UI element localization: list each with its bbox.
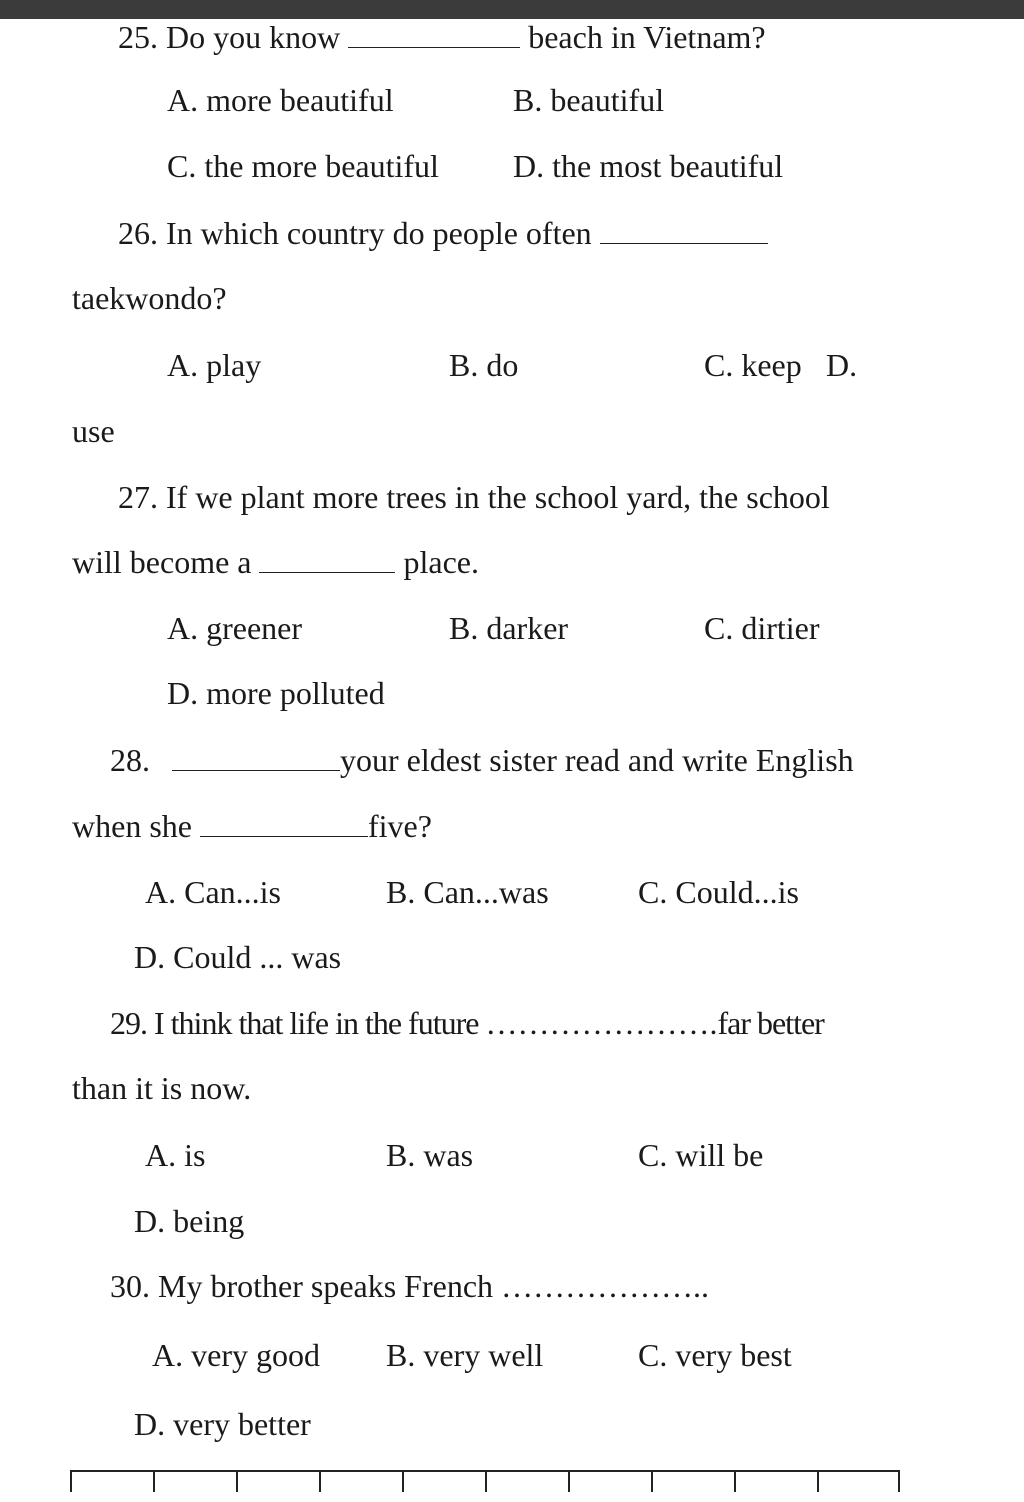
question-text: will become a [72,544,252,580]
question-number: 25. [118,19,158,55]
table-cell-border [898,1472,900,1492]
option-d: D. very better [134,1406,311,1442]
table-cell-border [817,1472,819,1492]
table-cell-border [651,1472,653,1492]
table-cell-border [485,1472,487,1492]
answer-blank [259,544,395,573]
option-a: A. Can...is [145,874,281,910]
option-c: C. the more beautiful [167,148,439,184]
question-30 [110,1266,709,1306]
question-text: Do you know [166,19,341,55]
option-b: B. do [449,347,519,383]
question-text-continued: than it is now. [72,1070,252,1106]
option-b: B. beautiful [513,82,665,118]
option-c: C. keep [704,347,802,383]
option-c: C. Could...is [638,874,799,910]
answer-dots: …………………. [485,1005,718,1041]
table-cell-border [402,1472,404,1492]
answer-table [70,1470,900,1502]
answer-blank [600,215,768,244]
answer-blank [200,808,368,837]
question-text: five? [367,808,432,844]
option-d: D. Could ... was [134,939,342,975]
table-cell-border [153,1472,155,1492]
table-cell-border [319,1472,321,1492]
option-d: D. being [134,1203,245,1239]
option-a: A. more beautiful [167,82,394,118]
option-c: C. very best [638,1337,792,1373]
option-a: A. very good [152,1337,320,1373]
option-d: D. the most beautiful [513,148,784,184]
option-b: B. very well [386,1337,544,1373]
option-d: D. more polluted [167,675,385,711]
question-text-continued [72,806,432,846]
question-text-continued [72,542,479,582]
question-text: beach in Vietnam? [528,19,766,55]
table-cell-border [236,1472,238,1492]
option-a: A. play [167,347,262,383]
answer-dots: ……………….. [501,1268,710,1304]
table-cell-border [734,1472,736,1492]
question-text: when she [72,808,192,844]
table-cell-border [568,1472,570,1492]
question-27: 27. If we plant more trees in the school yard, the school [118,479,830,515]
question-text-continued: taekwondo? [72,280,227,316]
answer-blank [348,19,520,48]
option-d: D. [826,347,858,383]
option-b: B. Can...was [386,874,549,910]
option-a: A. is [145,1137,206,1173]
option-c: C. dirtier [704,610,820,646]
question-29 [110,1003,824,1043]
option-d-wrapped-text: use [72,413,115,449]
question-text: your eldest sister read and write English [340,742,854,778]
table-cell-border [70,1472,72,1492]
question-26 [118,213,768,253]
question-number: 28. [110,742,150,778]
question-text: 30. My brother speaks French [110,1268,494,1304]
question-text: place. [403,544,479,580]
question-text: 26. In which country do people often [118,215,592,251]
question-28 [110,740,854,780]
option-c: C. will be [638,1137,764,1173]
option-a: A. greener [167,610,303,646]
question-25 [118,17,766,57]
question-text: far better [717,1005,824,1041]
question-text: 29. I think that life in the future [110,1005,479,1041]
option-b: B. darker [449,610,569,646]
answer-blank [172,742,340,771]
option-b: B. was [386,1137,474,1173]
